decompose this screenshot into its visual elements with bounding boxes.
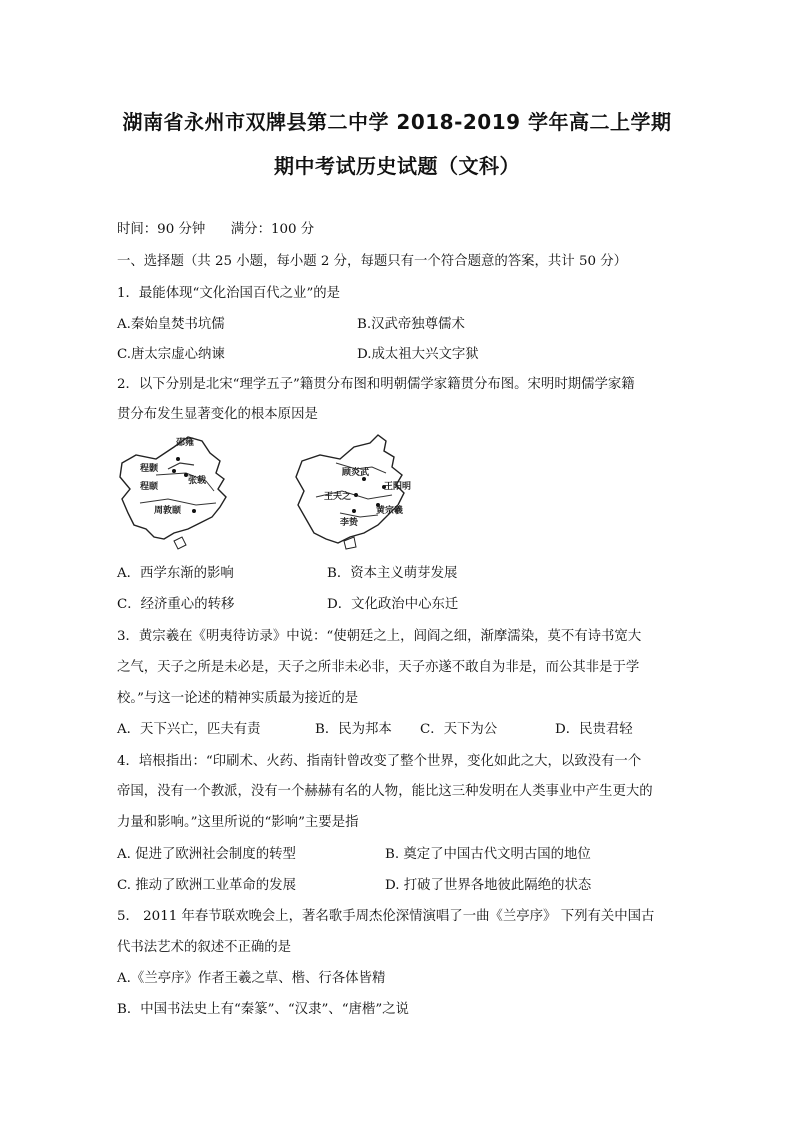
q4-option-c: C. 推动了欧洲工业革命的发展 bbox=[117, 878, 296, 893]
map1-label-4: 程颐 bbox=[140, 482, 159, 492]
q5-option-b: B．中国书法史上有“秦篆”、“汉隶”、“唐楷”之说 bbox=[117, 1002, 409, 1017]
map1-label-3: 张载 bbox=[188, 476, 207, 486]
exam-title-line2: 期中考试历史试题（文科） bbox=[274, 154, 520, 178]
q5-stem-line2: 代书法艺术的叙述不正确的是 bbox=[117, 940, 292, 955]
q2-maps-figure bbox=[116, 433, 456, 553]
q2-option-c: C．经济重心的转移 bbox=[117, 597, 235, 612]
q2-option-b: B．资本主义萌芽发展 bbox=[327, 566, 458, 581]
q4-stem-line1: 4．培根指出：“印刷术、火药、指南针曾改变了整个世界，变化如此之大，以致没有一个 bbox=[117, 754, 642, 769]
section-heading: 一、选择题（共 25 小题，每小题 2 分，每题只有一个符合题意的答案，共计 50 分） bbox=[117, 254, 628, 269]
q1-option-c: C.唐太宗虚心纳谏 bbox=[117, 347, 225, 362]
exam-meta: 时间：90 分钟 满分：100 分 bbox=[117, 222, 315, 237]
map2-label-4: 黄宗羲 bbox=[376, 506, 404, 516]
q3-option-b: B．民为邦本 bbox=[315, 722, 392, 737]
q3-option-a: A．天下兴亡，匹夫有责 bbox=[117, 722, 261, 737]
q1-option-d: D.成太祖大兴文字狱 bbox=[357, 347, 479, 362]
q1-stem: 1．最能体现“文化治国百代之业”的是 bbox=[117, 286, 341, 301]
q5-option-a: A.《兰亭序》作者王羲之草、楷、行各体皆精 bbox=[117, 971, 386, 986]
q2-stem-line1: 2．以下分别是北宋“理学五子”籍贯分布图和明朝儒学家籍贯分布图。宋明时期儒学家籍 bbox=[117, 377, 635, 392]
q4-option-b: B. 奠定了中国古代文明古国的地位 bbox=[385, 847, 591, 862]
q4-option-d: D. 打破了世界各地彼此隔绝的状态 bbox=[385, 878, 592, 893]
map2-label-5: 李贽 bbox=[340, 518, 359, 528]
q3-stem-line2: 之气，天子之所是未必是，天子之所非未必非，天子亦遂不敢自为非是，而公其非是于学 bbox=[117, 660, 640, 675]
q3-stem-line1: 3．黄宗羲在《明夷待访录》中说：“使朝廷之上，闾阎之细，渐摩濡染，莫不有诗书宽大 bbox=[117, 629, 642, 644]
q3-option-c: C．天下为公 bbox=[420, 722, 498, 737]
ming-dynasty-map bbox=[296, 435, 411, 549]
q1-option-b: B.汉武帝独尊儒术 bbox=[357, 317, 465, 332]
map2-label-2: 王阳明 bbox=[384, 482, 412, 492]
q2-option-d: D．文化政治中心东迁 bbox=[327, 597, 459, 612]
q5-stem-line1: 5． 2011 年春节联欢晚会上，著名歌手周杰伦深情演唱了一曲《兰亭序》 下列有关中国古 bbox=[117, 909, 655, 924]
q4-stem-line2: 帝国，没有一个教派，没有一个赫赫有名的人物，能比这三种发明在人类事业中产生更大的 bbox=[117, 784, 653, 799]
song-dynasty-map bbox=[120, 436, 226, 549]
exam-title-line1: 湖南省永州市双牌县第二中学 2018-2019 学年高二上学期 bbox=[122, 110, 672, 134]
q1-option-a: A.秦始皇焚书坑儒 bbox=[117, 317, 225, 332]
map2-label-3: 王夫之 bbox=[324, 492, 352, 502]
q4-option-a: A. 促进了欧洲社会制度的转型 bbox=[117, 847, 296, 862]
q2-option-a: A．西学东渐的影响 bbox=[117, 566, 234, 581]
map2-label-1: 顾炎武 bbox=[342, 468, 370, 478]
map1-label-5: 周敦颐 bbox=[154, 506, 182, 516]
map1-label-1: 邵雍 bbox=[176, 438, 195, 448]
q2-stem-line2: 贯分布发生显著变化的根本原因是 bbox=[117, 407, 318, 422]
q4-stem-line3: 力量和影响。”这里所说的“影响”主要是指 bbox=[117, 815, 359, 830]
map1-label-2: 程颢 bbox=[140, 464, 159, 474]
q3-option-d: D．民贵君轻 bbox=[555, 722, 633, 737]
q3-stem-line3: 校。”与这一论述的精神实质最为接近的是 bbox=[117, 691, 359, 706]
